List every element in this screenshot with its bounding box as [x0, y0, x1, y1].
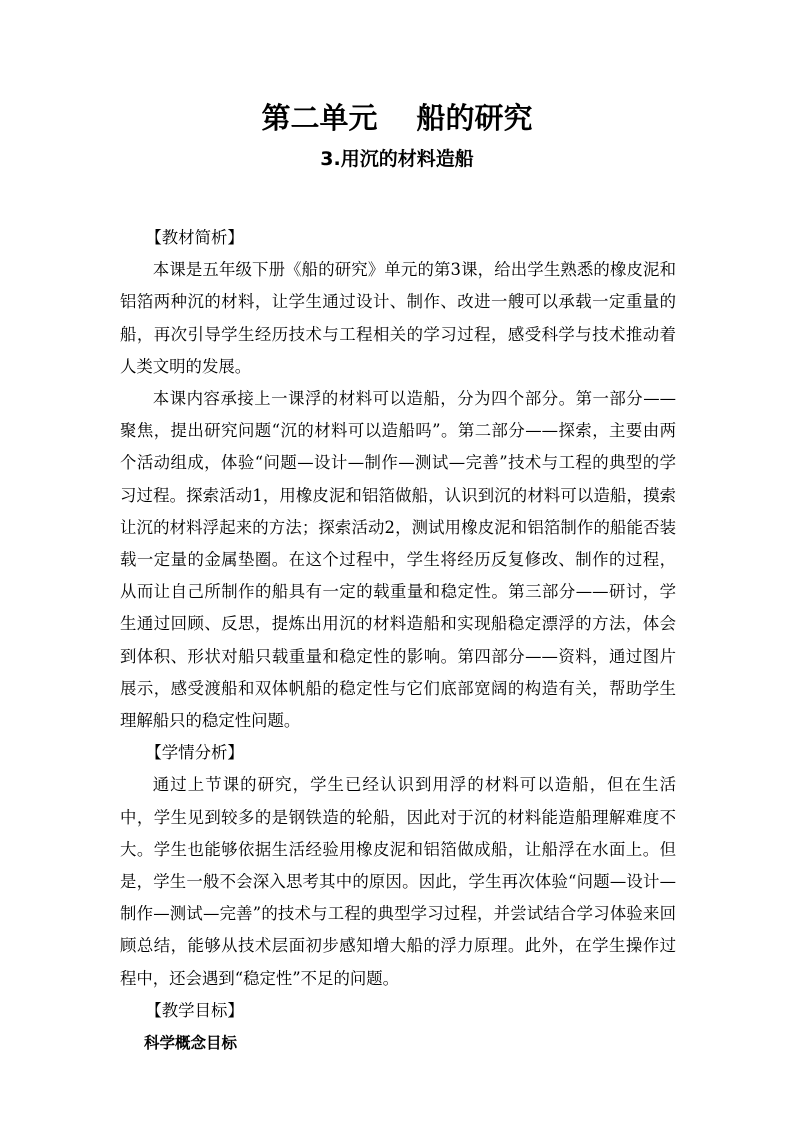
paragraph-textbook-2: 本课内容承接上一课浮的材料可以造船，分为四个部分。第一部分——聚焦，提出研究问题“沉的材料可以造船吗”。第二部分——探索，主要由两个活动组成，体验“问题—设计—制作—测试—完善”技术与工程的典型的学习过程。探索活动1，用橡皮泥和铝箔做船，认识到沉的材料可以造船，摸索让沉的材料浮起来的方法；探索活动2，测试用橡皮泥和铝箔制作的船能否装载一定量的金属垫圈。在这个过程中，学生将经历反复修改、制作的过程，从而让自己所制作的船具有一定的载重量和稳定性。第三部分——研讨，学生通过回顾、反思，提炼出用沉的材料造船和实现船稳定漂浮的方法，体会到体积、形状对船只载重量和稳定性的影响。第四部分——资料，通过图片展示，感受渡船和双体帆船的稳定性与它们底部宽阔的构造有关，帮助学生理解船只的稳定性问题。 — [120, 389, 676, 731]
lesson-title: 3.用沉的材料造船 — [320, 148, 474, 170]
paragraph-students-1: 通过上节课的研究，学生已经认识到用浮的材料可以造船，但在生活中，学生见到较多的是钢铁造的轮船，因此对于沉的材料能造船理解难度不大。学生也能够依据生活经验用橡皮泥和铝箔做成船，让船浮在水面上。但是，学生一般不会深入思考其中的原因。因此，学生再次体验“问题—设计—制作—测试—完善”的技术与工程的典型学习过程，并尝试结合学习体验来回顾总结，能够从技术层面初步感知增大船的浮力原理。此外，在学生操作过程中，还会遇到“稳定性”不足的问题。 — [120, 775, 676, 988]
section-heading-textbook: 【教材简析】 — [145, 228, 244, 247]
paragraph-textbook-1: 本课是五年级下册《船的研究》单元的第3课，给出学生熟悉的橡皮泥和铝箔两种沉的材料，让学生通过设计、制作、改进一艘可以承载一定重量的船，再次引导学生经历技术与工程相关的学习过程，感受科学与技术推动着人类文明的发展。 — [120, 260, 676, 376]
subheading-concept-goal: 科学概念目标 — [144, 1034, 238, 1053]
document-body — [120, 222, 676, 1059]
unit-title: 第二单元 船的研究 — [261, 101, 533, 135]
section-heading-students: 【学情分析】 — [145, 743, 244, 763]
section-heading-goals: 【教学目标】 — [145, 1000, 244, 1020]
